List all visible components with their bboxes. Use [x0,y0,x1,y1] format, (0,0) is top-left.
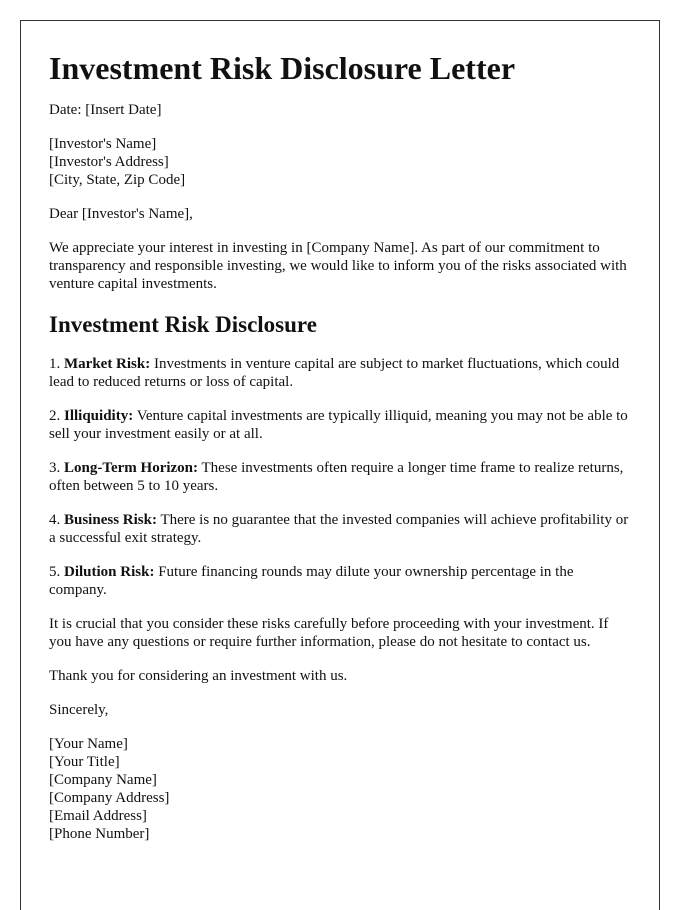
risk-text: These investments often require a longer time frame to realize returns, often between 5 to 10 years. [49,460,624,494]
risk-number: 1. [49,356,61,372]
risk-item-3 [49,459,631,495]
signature-title: [Your Title] [49,754,120,770]
signature-company-address: [Company Address] [49,790,170,806]
recipient-name: [Investor's Name] [49,136,157,152]
risk-item-2 [49,407,631,443]
closing-paragraph: It is crucial that you consider these risks carefully before proceeding with your investment. If you have any questions or require further information, please do not hesitate to contact us. [49,616,609,650]
risk-title: Long-Term Horizon: [64,460,199,476]
signature-company: [Company Name] [49,772,157,788]
risk-number: 2. [49,408,61,424]
intro-paragraph: We appreciate your interest in investing in [Company Name]. As part of our commitment to transparency and responsible investing, we would like to inform you of the risks associated with venture capital investments. [49,240,627,292]
risk-item-1 [49,355,631,391]
risk-item-4 [49,511,631,547]
letter-title: Investment Risk Disclosure Letter [49,50,516,86]
signature-name: [Your Name] [49,736,128,752]
recipient-city-state-zip: [City, State, Zip Code] [49,172,186,188]
signature-block [49,735,631,843]
risk-title: Business Risk: [64,512,157,528]
risk-text: Investments in venture capital are subject to market fluctuations, which could lead to reduced returns or loss of capital. [49,356,620,390]
risk-number: 5. [49,564,61,580]
recipient-address: [Investor's Address] [49,154,169,170]
signature-phone: [Phone Number] [49,826,150,842]
section-heading: Investment Risk Disclosure [49,312,317,337]
risk-item-5 [49,563,631,599]
risk-text: There is no guarantee that the invested companies will achieve profitability or a successful exit strategy. [49,512,629,546]
signature-email: [Email Address] [49,808,147,824]
salutation: Dear [Investor's Name], [49,206,193,222]
risk-title: Dilution Risk: [64,564,155,580]
risk-text: Future financing rounds may dilute your ownership percentage in the company. [49,564,574,598]
risk-number: 3. [49,460,61,476]
risk-text: Venture capital investments are typically illiquid, meaning you may not be able to sell your investment easily or at all. [49,408,628,442]
thanks-line: Thank you for considering an investment with us. [49,668,348,684]
date-line: Date: [Insert Date] [49,102,162,118]
risk-number: 4. [49,512,61,528]
sign-off: Sincerely, [49,702,109,718]
risk-title: Illiquidity: [64,408,134,424]
recipient-block [49,135,631,189]
risk-title: Market Risk: [64,356,151,372]
letter-page [20,20,660,910]
